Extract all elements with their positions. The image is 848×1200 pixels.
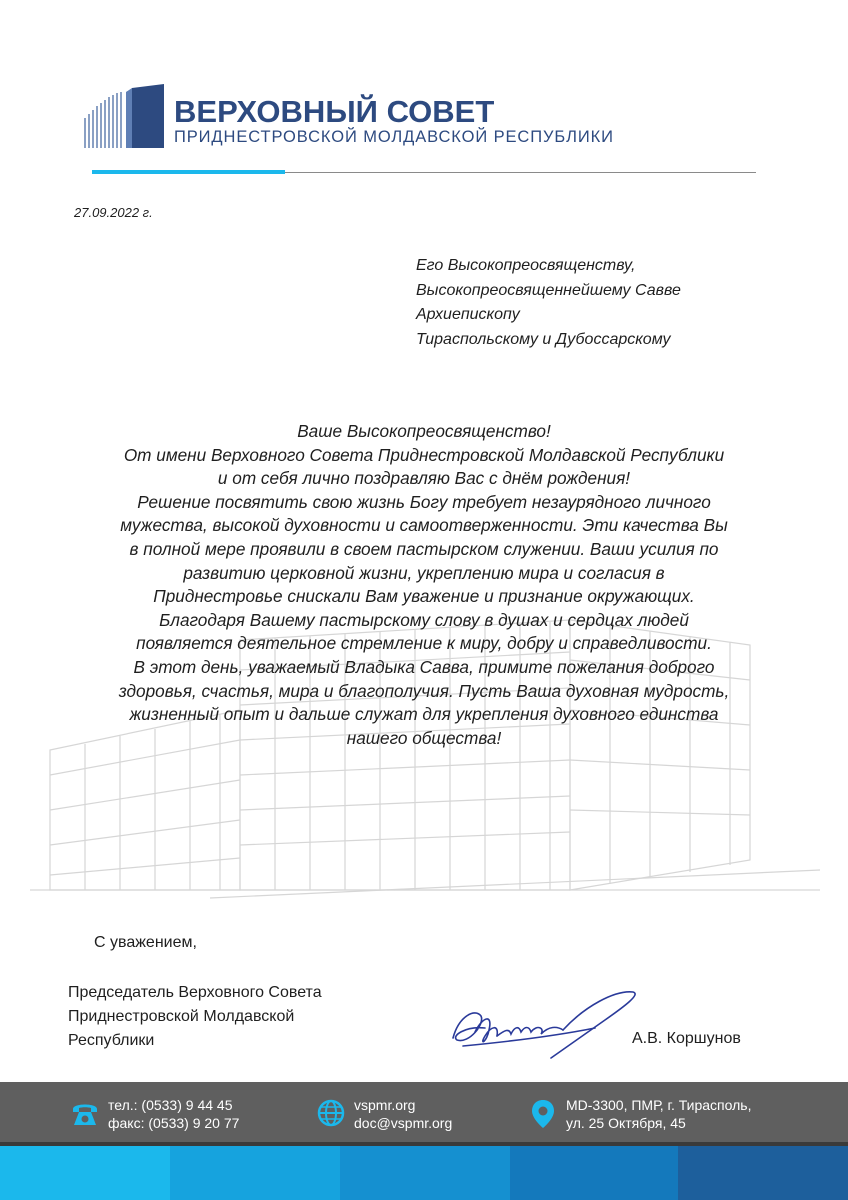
email-link[interactable]: doc@vspmr.org (354, 1115, 453, 1131)
body-line: От имени Верховного Совета Приднестровской Молдавской Республики (123, 444, 725, 465)
addressee-line: Высокопреосвященнейшему Савве (416, 281, 681, 299)
website-link[interactable]: vspmr.org (354, 1097, 416, 1113)
footer (0, 1082, 848, 1200)
fax-number: факс: (0533) 9 20 77 (108, 1115, 240, 1131)
body-line: в полной мере проявили в своем пастырском служении. Ваши усилия по (129, 538, 719, 559)
phone-icon (70, 1098, 100, 1128)
body-line: В этот день, уважаемый Владыка Савва, примите пожелания доброго (133, 656, 715, 677)
body-line: нашего общества! (346, 727, 502, 748)
body-line: жизненный опыт и дальше служат для укрепления духовного единства (129, 704, 719, 725)
footer-stripe (340, 1146, 510, 1200)
position-line: Приднестровской Молдавской (68, 1008, 295, 1025)
position-line: Председатель Верховного Совета (68, 984, 322, 1001)
letter-date: 27.09.2022 г. (74, 205, 153, 220)
body-line: здоровья, счастья, мира и благополучия. Пусть Ваша духовная мудрость, (118, 680, 730, 701)
org-title: ВЕРХОВНЫЙ СОВЕТ (174, 94, 495, 129)
org-subtitle: ПРИДНЕСТРОВСКОЙ МОЛДАВСКОЙ РЕСПУБЛИКИ (174, 128, 614, 146)
body-line: Ваше Высокопреосвященство! (297, 421, 551, 441)
closing-phrase: С уважением, (94, 934, 197, 951)
addressee-line: Его Высокопреосвященству, (416, 257, 636, 274)
handwritten-signature (445, 986, 645, 1066)
position-line: Республики (68, 1032, 155, 1049)
signer-name: А.В. Коршунов (632, 1030, 741, 1047)
header-accent-line (92, 170, 285, 174)
org-logo (82, 84, 622, 154)
body-line: Приднестровье снискали Вам уважение и признание окружающих. (153, 586, 695, 607)
footer-stripe (170, 1146, 340, 1200)
location-pin-icon (528, 1098, 558, 1130)
body-line: появляется деятельное стремление к миру, добру и справедливости. (136, 633, 712, 654)
addressee-line: Тираспольскому и Дубоссарскому (416, 330, 671, 348)
footer-stripe (510, 1146, 678, 1200)
globe-icon (316, 1098, 346, 1128)
phone-number: тел.: (0533) 9 44 45 (108, 1097, 233, 1113)
body-line: и от себя лично поздравляю Вас с днём рождения! (217, 468, 631, 489)
letter-body (20, 420, 828, 750)
addressee-line: Архиепископу (416, 306, 520, 323)
addressee-block (416, 254, 681, 352)
footer-stripe (0, 1146, 170, 1200)
body-line: мужества, высокой духовности и самоотверженности. Эти качества Вы (120, 515, 728, 536)
address-line: MD-3300, ПМР, г. Тирасполь, (566, 1097, 752, 1113)
footer-stripe (678, 1146, 848, 1200)
body-line: Решение посвятить свою жизнь Богу требует незаурядного личного (137, 491, 711, 512)
address-line: ул. 25 Октября, 45 (566, 1115, 686, 1131)
building-logo-icon (82, 84, 164, 150)
signer-position (68, 981, 322, 1053)
body-line: Благодаря Вашему пастырскому слову в душах и сердцах людей (159, 609, 689, 630)
body-line: развитию церковной жизни, укреплению мира и согласия в (183, 562, 665, 583)
